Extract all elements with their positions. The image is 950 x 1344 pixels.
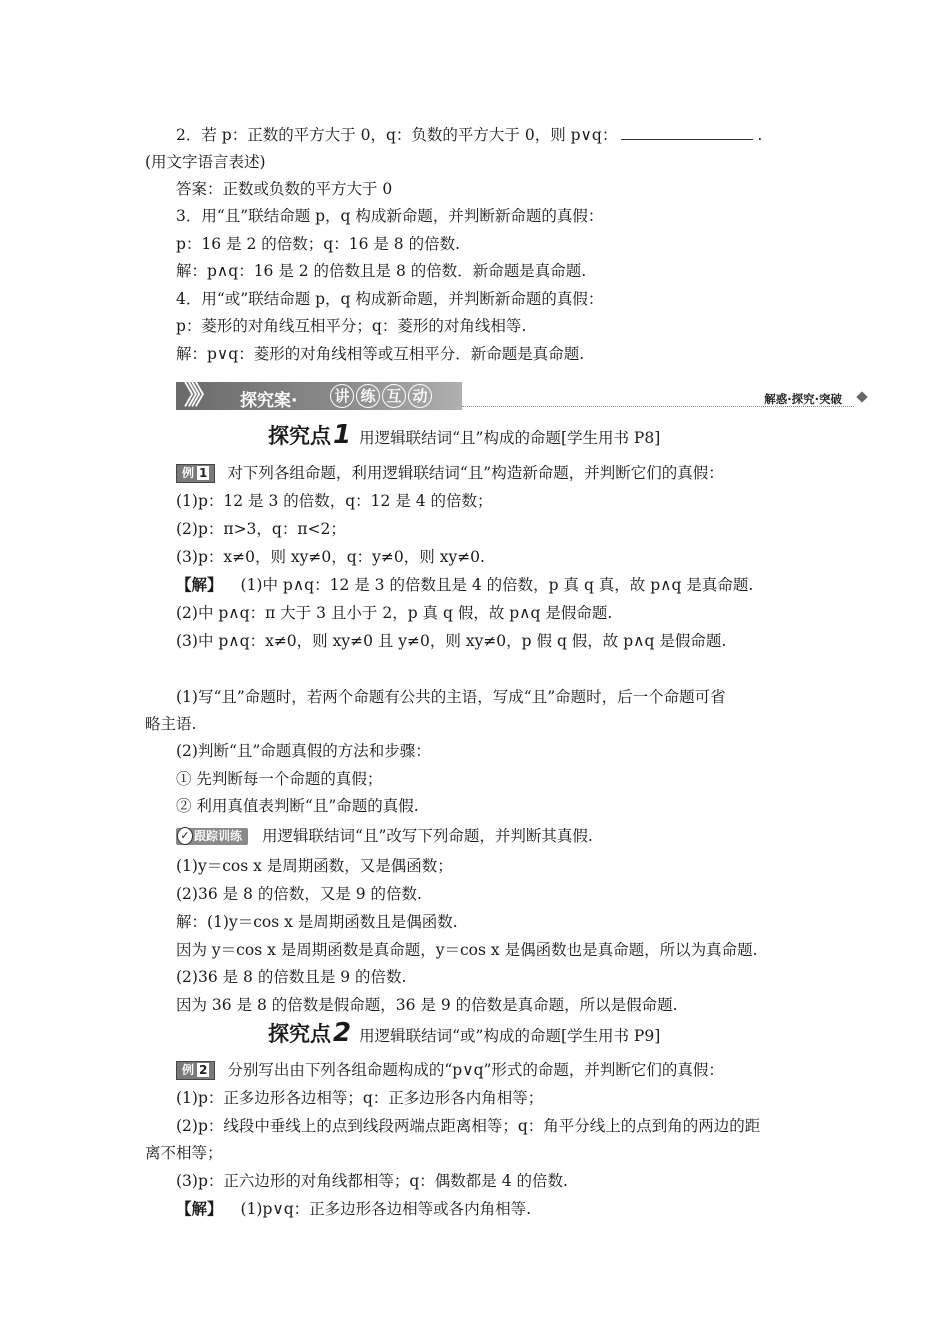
section-1-heading [268,420,661,450]
example-2-item: (3)p：正六边形的对角线都相等；q：偶数都是 4 的倍数. [176,1172,568,1190]
example-2-item: (2)p：线段中垂线上的点到线段两端点距离相等；q：角平分线上的点到角的两边的距 [176,1117,761,1135]
practice-line: 因为 36 是 8 的倍数是假命题，36 是 9 的倍数是真命题，所以是假命题. [176,996,678,1014]
example-tag-label: 例 [182,466,195,480]
section-label: 探究点 [268,1022,331,1046]
practice-line: (1)y＝cos x 是周期函数，又是偶函数； [176,857,453,875]
solution-label: 【解】 [176,1200,223,1218]
diamond-icon [856,391,867,402]
solution-label: 【解】 [176,576,223,594]
question-2-text: 2．若 p：正数的平方大于 0，q：负数的平方大于 0，则 p∨q： [176,126,618,144]
section-label: 探究点 [268,424,331,448]
check-icon: ✓ [177,827,193,845]
practice-line: 解：(1)y＝cos x 是周期函数且是偶函数. [176,913,458,931]
banner-right-label: 解惑·探究·突破 [764,392,842,406]
question-4-solution: 解：p∨q：菱形的对角线相等或互相平分．新命题是真命题. [176,345,585,363]
answer-text: 答案：正数或负数的平方大于 0 [176,180,393,198]
banner-subtitle [330,384,434,408]
note-text: (2)判断“且”命题真假的方法和步骤： [176,742,431,760]
question-4-premises: p：菱形的对角线互相平分；q：菱形的对角线相等. [176,317,527,335]
section-title: 用逻辑联结词“且”构成的命题[学生用书 P8] [359,429,661,447]
section-title: 用逻辑联结词“或”构成的命题[学生用书 P9] [359,1027,661,1045]
example-2-item: 离不相等； [145,1144,223,1162]
line [176,125,762,145]
question-3-solution: 解：p∧q：16 是 2 的倍数且是 8 的倍数．新命题是真命题. [176,262,587,280]
chevron-icon: 》》 [184,381,212,411]
solution-text: (1)中 p∧q：12 是 3 的倍数且是 4 的倍数，p 真 q 真，故 p∧q 是真命题. [240,576,754,594]
practice-line: 因为 y＝cos x 是周期函数是真命题，y＝cos x 是偶函数也是真命题，所以为真命题. [176,941,758,959]
banner-char: 讲 [330,384,354,408]
practice-intro: 用逻辑联结词“且”改写下列命题，并判断其真假. [262,827,593,845]
banner-char: 互 [382,384,406,408]
section-banner [176,380,866,412]
example-1-intro: 对下列各组命题，利用逻辑联结词“且”构造新命题，并判断它们的真假： [227,464,724,482]
note-text: ① 先判断每一个命题的真假； [176,770,383,788]
solution-text: (3)中 p∧q：x≠0，则 xy≠0 且 y≠0，则 xy≠0，p 假 q 假，故 p∧q 是假命题. [176,632,727,650]
section-number: 2 [333,1018,352,1048]
section-2-heading [268,1018,661,1048]
practice-line: (2)36 是 8 的倍数且是 9 的倍数. [176,968,407,986]
period: . [757,126,763,144]
banner-char: 动 [408,384,432,408]
question-3-premises: p：16 是 2 的倍数；q：16 是 8 的倍数. [176,235,461,253]
example-1-item: (2)p：π>3，q：π<2； [176,520,346,538]
answer-blank[interactable] [621,125,753,140]
example-tag [176,464,215,483]
example-tag [176,1061,215,1080]
banner-char: 练 [356,384,380,408]
example-tag-number: 2 [199,1063,208,1077]
section-number: 1 [333,420,352,450]
solution-text: (2)中 p∧q：π 大于 3 且小于 2，p 真 q 假，故 p∧q 是假命题. [176,604,613,622]
solution-text: (1)p∨q：正多边形各边相等或各内角相等. [240,1200,532,1218]
example-1-intro-line [176,463,724,483]
example-2-intro-line [176,1060,724,1080]
practice-tag-label: 跟踪训练 [194,829,243,843]
question-4-text: 4．用“或”联结命题 p，q 构成新命题，并判断新命题的真假： [176,290,604,308]
note-text: (1)写“且”命题时，若两个命题有公共的主语，写成“且”命题时，后一个命题可省 [176,688,726,706]
example-2-solution-line [176,1199,531,1219]
banner-title: 探究案· [240,391,298,411]
note-text: ② 利用真值表判断“且”命题的真假. [176,797,419,815]
example-1-solution-line [176,575,753,595]
practice-line: (2)36 是 8 的倍数，又是 9 的倍数. [176,885,422,903]
question-3-text: 3．用“且”联结命题 p，q 构成新命题，并判断新命题的真假： [176,207,604,225]
practice-intro-line [176,826,593,846]
example-2-item: (1)p：正多边形各边相等；q：正多边形各内角相等； [176,1089,544,1107]
example-tag-label: 例 [182,1063,195,1077]
note-text: 略主语. [145,715,197,733]
example-tag-number: 1 [199,466,208,480]
example-1-item: (1)p：12 是 3 的倍数，q：12 是 4 的倍数； [176,492,493,510]
hint-text: (用文字语言表述) [145,153,266,171]
example-1-item: (3)p：x≠0，则 xy≠0，q：y≠0，则 xy≠0. [176,548,485,566]
practice-tag [176,828,248,845]
example-2-intro: 分别写出由下列各组命题构成的“p∨q”形式的命题，并判断它们的真假： [227,1061,724,1079]
